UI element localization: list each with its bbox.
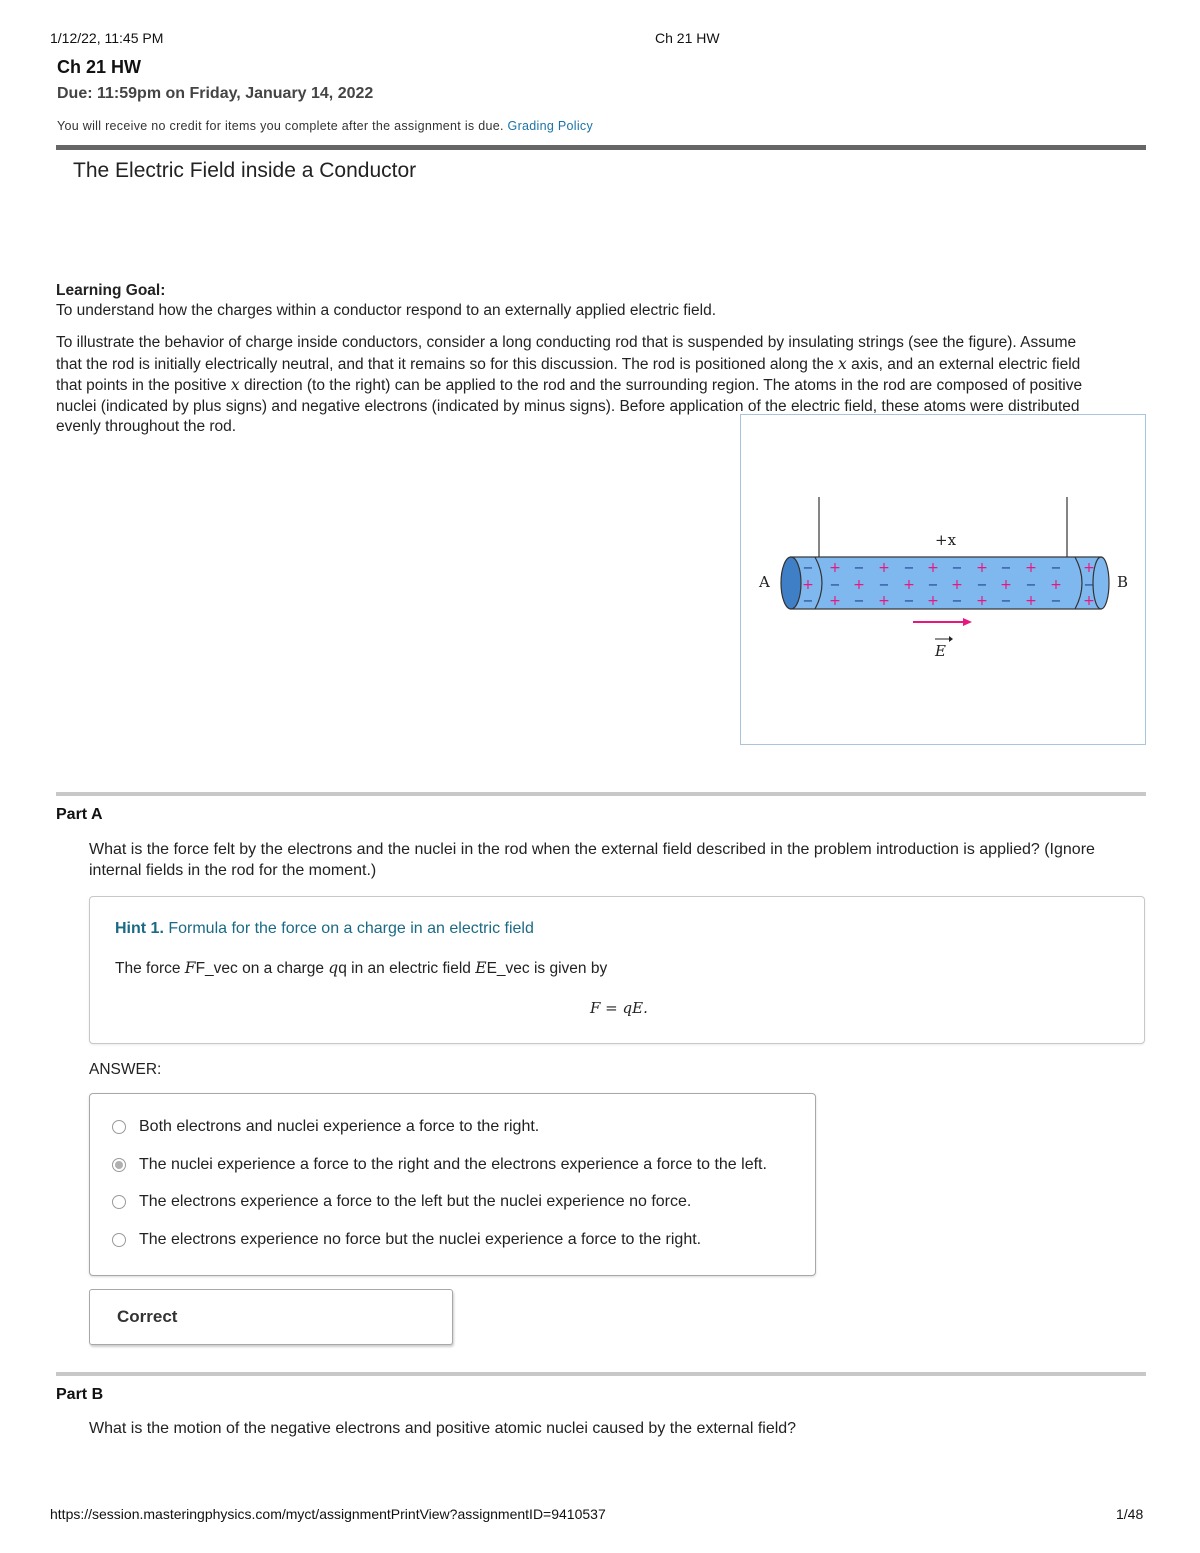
minus-charge: −	[829, 578, 841, 593]
print-url: https://session.masteringphysics.com/myct/assignmentPrintView?assignmentID=9410537	[50, 1506, 606, 1522]
plus-charge: +	[829, 593, 841, 609]
plus-charge: +	[927, 593, 939, 609]
plus-charge: +	[1025, 593, 1037, 609]
minus-charge: −	[802, 594, 814, 609]
answer-option[interactable]	[112, 1228, 767, 1252]
page-number: 1/48	[1116, 1506, 1144, 1522]
plus-charge: +	[1083, 593, 1095, 609]
answer-option-label: The nuclei experience a force to the right and the electrons experience a force to the left.	[139, 1155, 767, 1173]
intro-line-5: evenly throughout the rod.	[56, 418, 237, 435]
plus-charge: +	[1025, 560, 1037, 576]
minus-charge: −	[1050, 561, 1062, 576]
answer-option-label: The electrons experience a force to the left but the nuclei experience no force.	[139, 1193, 692, 1210]
intro-line-4: nuclei (indicated by plus signs) and negative electrons (indicated by minus signs). Before application of the electric field, these atoms were distributed	[56, 397, 1080, 415]
hint-panel[interactable]	[89, 896, 1145, 1044]
minus-charge: −	[951, 561, 963, 576]
plus-charge: +	[853, 577, 865, 593]
hint-formula: F = qE.	[590, 999, 648, 1017]
radio-button[interactable]	[112, 1158, 126, 1172]
answer-option[interactable]	[112, 1115, 767, 1139]
plus-charge: +	[1000, 577, 1012, 593]
header-divider	[56, 145, 1146, 150]
rod-right-end	[1093, 557, 1109, 609]
part-a-divider	[56, 792, 1146, 796]
minus-charge: −	[1083, 578, 1095, 593]
minus-charge: −	[976, 578, 988, 593]
plus-charge: +	[802, 577, 814, 593]
intro-line-1: To illustrate the behavior of charge inside conductors, consider a long conducting rod that is suspended by insulating strings (see the figure). Assume	[56, 334, 1077, 351]
hint-body: The force FF_vec on a charge qq in an electric field EE_vec is given by	[115, 959, 608, 977]
plus-charge: +	[903, 577, 915, 593]
minus-charge: −	[951, 594, 963, 609]
minus-charge: −	[802, 561, 814, 576]
minus-charge: −	[878, 578, 890, 593]
late-notice-text: You will receive no credit for items you complete after the assignment is due.	[57, 119, 504, 133]
radio-button[interactable]	[112, 1195, 126, 1209]
label-a: A	[759, 573, 770, 591]
plus-charge: +	[878, 593, 890, 609]
part-a-question-line-2: internal fields in the rod for the moment.)	[89, 862, 377, 879]
minus-charge: −	[1000, 594, 1012, 609]
plus-charge: +	[1083, 560, 1095, 576]
assignment-title: Ch 21 HW	[57, 57, 142, 77]
hint-title: Formula for the force on a charge in an electric field	[168, 920, 534, 937]
minus-charge: −	[903, 594, 915, 609]
plus-charge: +	[927, 560, 939, 576]
radio-button[interactable]	[112, 1233, 126, 1247]
learning-goal-text: To understand how the charges within a conductor respond to an externally applied electric field.	[56, 302, 717, 319]
plus-charge: +	[878, 560, 890, 576]
minus-charge: −	[903, 561, 915, 576]
rod-left-end	[781, 557, 801, 609]
hint-number: Hint 1.	[115, 920, 164, 937]
due-date: Due: 11:59pm on Friday, January 14, 2022	[57, 85, 374, 102]
plus-charge: +	[976, 593, 988, 609]
intro-line-2: that the rod is initially electrically neutral, and that it remains so for this discussion. The rod is positioned along the x axis, and an external electric field	[56, 354, 1081, 373]
print-datetime: 1/12/22, 11:45 PM	[50, 30, 164, 46]
answer-label: ANSWER:	[89, 1061, 162, 1078]
minus-charge: −	[853, 594, 865, 609]
field-arrowhead	[963, 618, 972, 626]
label-b: B	[1117, 573, 1129, 591]
minus-charge: −	[1025, 578, 1037, 593]
minus-charge: −	[927, 578, 939, 593]
field-vector-tip	[949, 636, 953, 642]
part-a-question-line-1: What is the force felt by the electrons and the nuclei in the rod when the external field described in the problem introduction is applied? (Ignore	[89, 841, 1095, 858]
options-list	[112, 1115, 767, 1265]
part-b-divider	[56, 1372, 1146, 1376]
hint-heading[interactable]	[115, 920, 534, 938]
learning-goal-label: Learning Goal:	[56, 282, 166, 299]
feedback-box	[89, 1289, 453, 1345]
conductor-rod-figure	[740, 414, 1146, 745]
minus-charge: −	[1050, 594, 1062, 609]
minus-charge: −	[1000, 561, 1012, 576]
answer-option-label: Both electrons and nuclei experience a force to the right.	[139, 1118, 540, 1135]
print-doc-title: Ch 21 HW	[655, 30, 720, 46]
grading-policy-link[interactable]: Grading Policy	[507, 119, 594, 133]
feedback-text: Correct	[117, 1307, 178, 1326]
x-axis-label: +x	[935, 531, 957, 549]
part-b-label: Part B	[56, 1386, 104, 1403]
plus-charge: +	[829, 560, 841, 576]
plus-charge: +	[951, 577, 963, 593]
minus-charge: −	[853, 561, 865, 576]
rod-diagram	[741, 415, 1145, 744]
plus-charge: +	[1050, 577, 1062, 593]
answer-option[interactable]	[112, 1190, 767, 1214]
answer-choices	[89, 1093, 816, 1276]
intro-line-3: that points in the positive x direction (to the right) can be applied to the rod and the surrounding region. The atoms in the rod are composed of positive	[56, 376, 1083, 394]
part-a-question	[89, 839, 1095, 881]
field-label: E	[935, 642, 946, 660]
answer-option[interactable]	[112, 1153, 767, 1177]
part-b-question: What is the motion of the negative electrons and positive atomic nuclei caused by the external field?	[89, 1420, 797, 1437]
late-notice	[57, 119, 593, 133]
radio-button[interactable]	[112, 1120, 126, 1134]
answer-option-label: The electrons experience no force but the nuclei experience a force to the right.	[139, 1230, 702, 1248]
problem-title: The Electric Field inside a Conductor	[73, 159, 417, 182]
part-a-label: Part A	[56, 806, 103, 823]
plus-charge: +	[976, 560, 988, 576]
